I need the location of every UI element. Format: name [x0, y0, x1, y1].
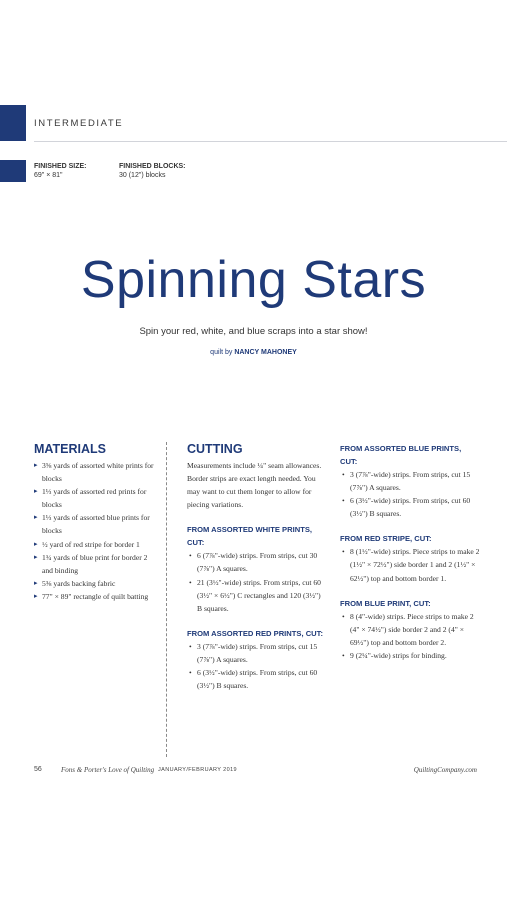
materials-list	[34, 459, 158, 603]
blue-prints-heading: FROM ASSORTED BLUE PRINTS, CUT:	[340, 444, 462, 466]
list-item: ▸ ½ yard of red stripe for border 1	[34, 538, 158, 551]
red-stripe-heading: FROM RED STRIPE, CUT:	[340, 534, 432, 544]
page-number: 56	[34, 766, 42, 773]
finished-blocks-label: FINISHED BLOCKS:	[119, 163, 186, 170]
list-item: • 6 (7⅞"-wide) strips. From strips, cut 30 (7⅞") A squares.	[187, 549, 327, 575]
white-prints-heading: FROM ASSORTED WHITE PRINTS, CUT:	[187, 525, 313, 548]
list-item: • 6 (3½"-wide) strips. From strips, cut 60 (3½") B squares.	[340, 494, 480, 520]
blue-prints-list	[340, 468, 480, 520]
list-item: ▸ 77" × 89" rectangle of quilt batting	[34, 590, 158, 603]
red-prints-list	[187, 640, 327, 692]
list-item: • 21 (3½"-wide) strips. From strips, cut 60 (3½" × 6½") C rectangles and 120 (3½") B squares.	[187, 576, 327, 615]
skill-level: INTERMEDIATE	[34, 118, 124, 129]
magazine-name: Fons & Porter's Love of Quilting	[61, 766, 155, 774]
header-divider	[34, 141, 507, 142]
finished-size	[34, 162, 87, 180]
list-item: • 9 (2¼"-wide) strips for binding.	[340, 649, 480, 662]
list-item: ▸ 1¾ yards of blue print for border 2 and binding	[34, 551, 158, 577]
materials-section	[34, 442, 158, 603]
list-item: • 6 (3½"-wide) strips. From strips, cut 60 (3½") B squares.	[187, 666, 327, 692]
finished-size-value: 69" × 81"	[34, 172, 63, 179]
list-item: • 3 (7⅞"-wide) strips. From strips, cut 15 (7⅞") A squares.	[340, 468, 480, 494]
finished-size-label: FINISHED SIZE:	[34, 163, 87, 170]
cutting-section-continued	[340, 442, 480, 662]
list-item: • 8 (1½"-wide) strips. Piece strips to make 2 (1½" × 72½") side border 1 and 2 (1½" × 62½") top and bottom border 1.	[340, 545, 480, 584]
cutting-section	[187, 442, 327, 692]
page-subtitle: Spin your red, white, and blue scraps into a star show!	[139, 326, 368, 337]
finished-blocks-value: 30 (12") blocks	[119, 172, 166, 179]
blue-print-heading: FROM BLUE PRINT, CUT:	[340, 598, 431, 608]
list-item: ▸ 1⅓ yards of assorted red prints for blocks	[34, 485, 158, 511]
byline-prefix: quilt by	[210, 349, 233, 356]
website: QuiltingCompany.com	[413, 766, 477, 774]
white-prints-list	[187, 549, 327, 614]
cutting-heading: CUTTING	[187, 442, 243, 456]
list-item: • 8 (4"-wide) strips. Piece strips to make 2 (4" × 74½") side border 2 and 2 (4" × 69½") top and bottom border 2.	[340, 610, 480, 649]
list-item: • 3 (7⅞"-wide) strips. From strips, cut 15 (7⅞") A squares.	[187, 640, 327, 666]
column-divider	[166, 442, 167, 757]
byline-name: NANCY MAHONEY	[234, 349, 297, 356]
red-prints-heading: FROM ASSORTED RED PRINTS, CUT:	[187, 628, 323, 638]
finished-blocks	[119, 162, 186, 180]
blue-print-list	[340, 610, 480, 662]
list-item: ▸ 5⅜ yards backing fabric	[34, 577, 158, 590]
materials-heading: MATERIALS	[34, 442, 106, 456]
list-item: ▸ 3⅝ yards of assorted white prints for blocks	[34, 459, 158, 485]
cutting-intro: Measurements include ¼" seam allowances. Border strips are exact length needed. You may want to cut them longer to allow for piecing variations.	[187, 461, 322, 510]
page-title: Spinning Stars	[80, 251, 427, 309]
byline	[0, 349, 507, 356]
list-item: ▸ 1⅓ yards of assorted blue prints for blocks	[34, 511, 158, 537]
accent-bar-specs	[0, 160, 26, 182]
issue-date: JANUARY/FEBRUARY 2019	[158, 767, 238, 773]
accent-bar-top	[0, 105, 26, 141]
red-stripe-list	[340, 545, 480, 584]
